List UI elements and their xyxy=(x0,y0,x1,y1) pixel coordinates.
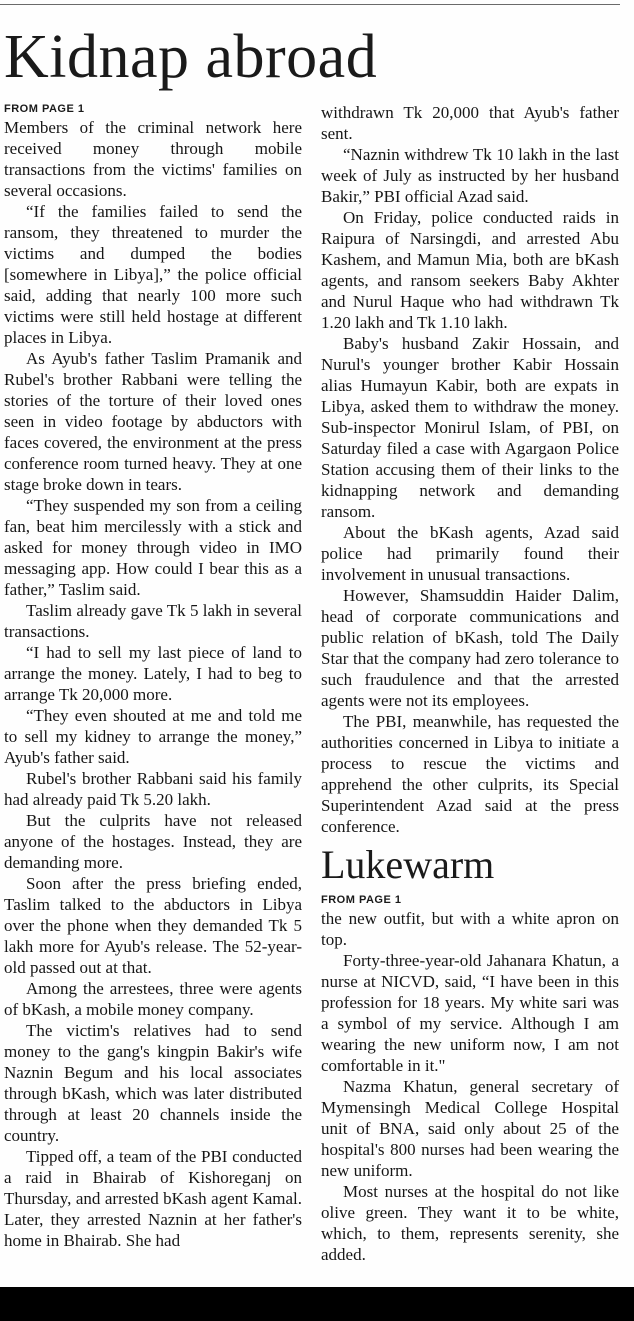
article-paragraph: Members of the criminal network here received money through mobile transactions from the victims' families on several occasions. xyxy=(4,118,302,200)
article-paragraph: Most nurses at the hospital do not like olive green. They want it to be white, which, to them, represents serenity, she added. xyxy=(321,1182,619,1264)
article-paragraph: But the culprits have not released anyone of the hostages. Instead, they are demanding more. xyxy=(4,811,302,872)
left-column xyxy=(4,102,302,1251)
article-paragraph: Among the arrestees, three were agents of bKash, a mobile money company. xyxy=(4,979,302,1019)
article-paragraph: Tipped off, a team of the PBI conducted a raid in Bhairab of Kishoreganj on Thursday, and arrested bKash agent Kamal. Later, they arrested Naznin at her father's home in Bhairab. She had xyxy=(4,1147,302,1250)
article-paragraph: Baby's husband Zakir Hossain, and Nurul's younger brother Kabir Hossain alias Humayun Kabir, both are expats in Libya, asked them to withdraw the money. Sub-inspector Monirul Islam, of PBI, on Saturday filed a case with Agargaon Police Station accusing them of their links to the kidnapping network and demanding ransom. xyxy=(321,334,619,521)
article-paragraph: the new outfit, but with a white apron on top. xyxy=(321,909,619,949)
top-rule xyxy=(0,4,620,5)
second-story-headline: Lukewarm xyxy=(321,842,495,887)
article-paragraph: About the bKash agents, Azad said police had primarily found their involvement in unusual transactions. xyxy=(321,523,619,584)
article-paragraph: On Friday, police conducted raids in Raipura of Narsingdi, and arrested Abu Kashem, and Mamun Mia, both are bKash agents, and ransom seekers Baby Akhter and Nurul Haque who had withdrawn Tk 1.20 lakh and Tk 1.10 lakh. xyxy=(321,208,619,332)
article-paragraph: Taslim already gave Tk 5 lakh in several transactions. xyxy=(4,601,302,641)
story-headline: Kidnap abroad xyxy=(4,23,378,91)
article-paragraph: “They even shouted at me and told me to sell my kidney to arrange the money,” Ayub's father said. xyxy=(4,706,302,767)
article-paragraph: “I had to sell my last piece of land to arrange the money. Lately, I had to beg to arrange Tk 20,000 more. xyxy=(4,643,302,704)
article-paragraph: Soon after the press briefing ended, Taslim talked to the abductors in Libya over the phone when they demanded Tk 5 lakh more for Ayub's release. The 52-year-old passed out at that. xyxy=(4,874,302,977)
article-paragraph: The victim's relatives had to send money to the gang's kingpin Bakir's wife Naznin Begum and his local associates through bKash, which was later distributed through at least 20 channels inside the country. xyxy=(4,1021,302,1145)
article-paragraph: Forty-three-year-old Jahanara Khatun, a nurse at NICVD, said, “I have been in this profession for 18 years. My white sari was a symbol of my service. Although I am wearing the new uniform now, I am not comfortable in it." xyxy=(321,951,619,1075)
article-paragraph: “Naznin withdrew Tk 10 lakh in the last week of July as instructed by her husband Bakir,” PBI official Azad said. xyxy=(321,145,619,206)
article-paragraph: Nazma Khatun, general secretary of Mymensingh Medical College Hospital unit of BNA, said only about 25 of the hospital's 800 nurses had been wearing the new uniform. xyxy=(321,1077,619,1180)
article-paragraph: withdrawn Tk 20,000 that Ayub's father sent. xyxy=(321,103,619,143)
bottom-black-bar xyxy=(0,1287,634,1321)
article-paragraph: Rubel's brother Rabbani said his family had already paid Tk 5.20 lakh. xyxy=(4,769,302,809)
from-page-kicker: FROM PAGE 1 xyxy=(321,894,402,906)
article-paragraph: “If the families failed to send the ransom, they threatened to murder the victims and dumped the bodies [somewhere in Libya],” the police official said, adding that nearly 100 more such victims were still held hostage at different places in Libya. xyxy=(4,202,302,347)
article-paragraph: However, Shamsuddin Haider Dalim, head of corporate communications and public relation of bKash, told The Daily Star that the company had zero tolerance to such fraudulence and that the arrested agents were not its employees. xyxy=(321,586,619,710)
article-paragraph: “They suspended my son from a ceiling fan, beat him mercilessly with a stick and asked for money through video in IMO messaging app. How could I bear this as a father,” Taslim said. xyxy=(4,496,302,599)
right-column xyxy=(321,102,619,1265)
article-paragraph: As Ayub's father Taslim Pramanik and Rubel's brother Rabbani were telling the stories of the torture of their loved ones seen in video footage by abductors with faces covered, the environment at the press conference room turned heavy. They at one stage broke down in tears. xyxy=(4,349,302,494)
article-paragraph: The PBI, meanwhile, has requested the authorities concerned in Libya to initiate a process to rescue the victims and apprehend the other culprits, its Special Superintendent Azad said at the press conference. xyxy=(321,712,619,836)
from-page-kicker: FROM PAGE 1 xyxy=(4,103,85,115)
